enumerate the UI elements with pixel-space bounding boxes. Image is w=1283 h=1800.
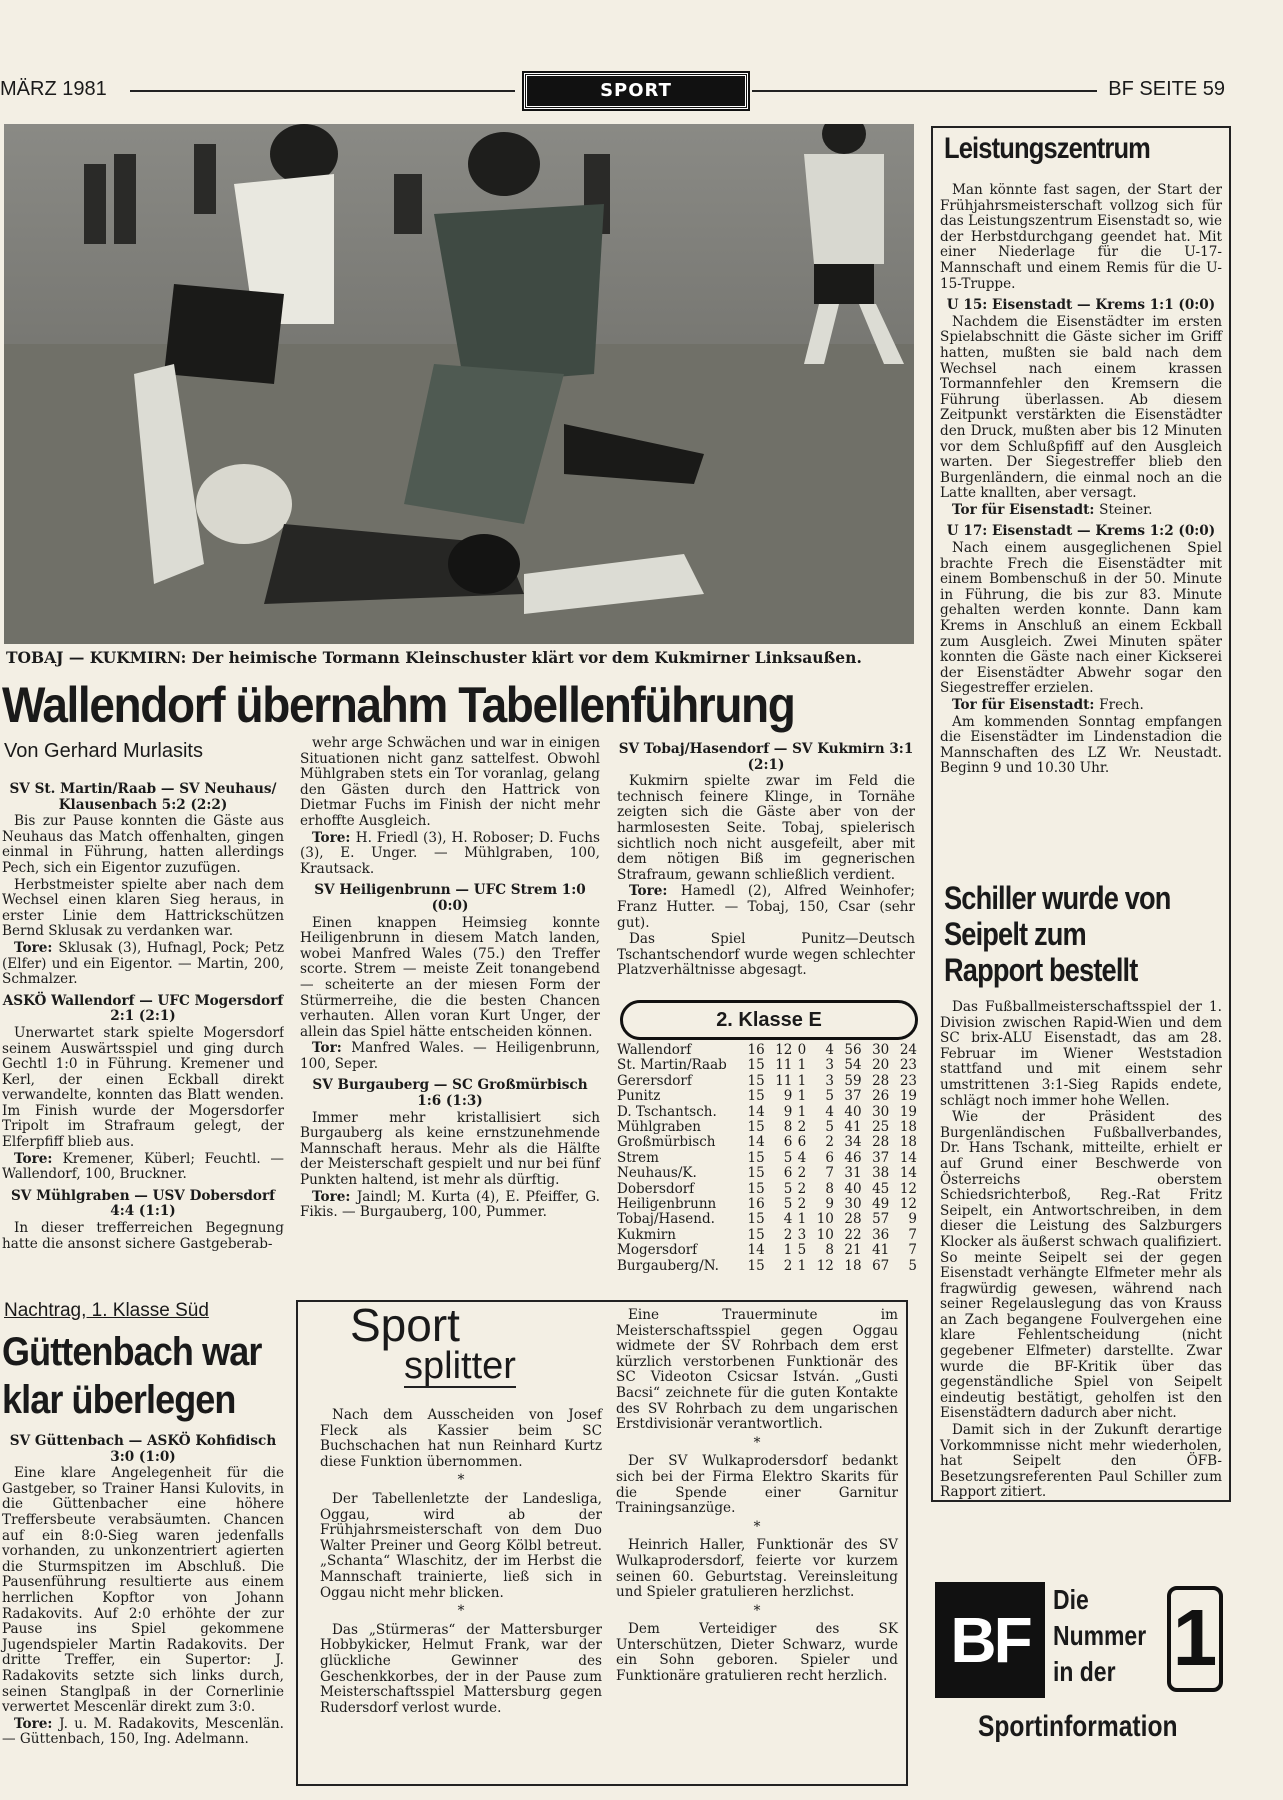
standings-value: 18: [899, 1119, 917, 1136]
standings-value: 45: [872, 1180, 890, 1197]
standings-value: 37: [872, 1149, 890, 1166]
standings-value: 15: [747, 1257, 765, 1274]
splitter-title-top: Sport: [350, 1299, 460, 1351]
standings-value: 22: [844, 1226, 862, 1243]
standings-value: 2: [825, 1134, 834, 1151]
game-result: U 17: Eisenstadt — Krems 1:2 (0:0): [946, 523, 1216, 540]
standings-value: 12: [899, 1180, 917, 1197]
section-label: SPORT: [524, 73, 748, 109]
standings-value: 5: [783, 1149, 793, 1166]
paragraph: Nachdem die Eisenstädter im ersten Spielabschnitt die Gäste sicher im Griff hatten, mußten sie bald nach dem Wechsel nach einem krassen Tormannfehler den Kremsern die Führung überlassen. Ab diesem Zeitpunkt verstärkten die Eisenstädter den Druck, mußten aber bis 12 Minuten vor dem Schlußpfiff auf den Ausgleich warten. Der Siegestreffer blieb den Burgenländern, die einmal noch an die Latte knallten, aber versagt.: [940, 313, 1222, 502]
standings-value: 9: [783, 1103, 793, 1120]
standings-value: 41: [872, 1242, 890, 1259]
team-name: Wallendorf: [617, 1042, 692, 1058]
star-separator: *: [457, 1472, 465, 1489]
page-number: BF SEITE 59: [1108, 78, 1225, 100]
standings-value: 23: [899, 1057, 917, 1074]
standings-value: 2: [783, 1226, 793, 1243]
game-result: SV Tobaj/Hasendorf — SV Kukmirn 3:1 (2:1): [618, 741, 914, 773]
standings-value: 15: [747, 1057, 765, 1074]
standings-row: [617, 1166, 917, 1181]
standings-value: 25: [872, 1119, 890, 1136]
splitter-column-a: [320, 1408, 602, 1717]
standings-value: 19: [899, 1088, 917, 1105]
paragraph: Das „Stürmeras“ der Mattersburger Hobbykicker, Helmut Frank, war der glückliche Gewinner des Geschenkkorbes, der in der Pause zum Meisterschaftsspiel Mattersburg gegen Rudersdorf verlost wurde.: [320, 1621, 602, 1716]
standings-value: 8: [825, 1242, 834, 1259]
splitter-title-bottom: splitter: [404, 1345, 516, 1387]
guettenbach-headline: Güttenbach war klar überlegen: [2, 1330, 262, 1422]
article-column-3: [617, 736, 915, 980]
standings-value: 31: [844, 1165, 862, 1182]
standings-value: 15: [747, 1211, 765, 1228]
team-name: Punitz: [617, 1088, 661, 1105]
header-rule-right: [752, 90, 1097, 92]
standings-value: 0: [797, 1042, 807, 1058]
standings-row: [617, 1228, 917, 1243]
standings-value: 15: [747, 1088, 765, 1105]
team-name: Neuhaus/K.: [617, 1165, 697, 1182]
guettenbach-article: [2, 1428, 284, 1749]
standings-value: 49: [872, 1196, 890, 1213]
standings-value: 7: [908, 1242, 917, 1259]
scorers-label: Tore:: [312, 829, 356, 846]
standings-value: 23: [899, 1072, 917, 1089]
scorers-text: Frech.: [1099, 697, 1144, 713]
standings-value: 15: [747, 1072, 765, 1089]
bf-logo: BF: [935, 1582, 1045, 1698]
scorers-label: Tore:: [14, 939, 59, 956]
game-result: SV Burgauberg — SC Großmürbisch 1:6 (1:3): [312, 1077, 588, 1110]
paragraph: Eine Trauerminute im Meisterschaftsspiel gegen Oggau widmete der SV Rohrbach dem erst kürzlich verstorbenen Funktionär des SC Videoton Csicsar István. „Gusti Bacsi“ zeichnete für die guten Kontakte des SV Rohrbach zu dem ungarischen Erstdivisionär verantwortlich.: [616, 1307, 898, 1433]
game-result: SV St. Martin/Raab — SV Neuhaus/ Klausenbach 5:2 (2:2): [9, 781, 277, 813]
scorers-text: Hamedl (2), Alfred Weinhofer; Franz Hutter. — Tobaj, 150, Csar (sehr gut).: [617, 883, 916, 931]
paragraph: Unerwartet stark spielte Mogersdorf seinem Auswärtsspiel und ging durch Gechtl 1:0 in Führung. Kremener und Kerl, der einen Eckball direkt verwandelte, konnten das Blatt wenden. Im Finish wurde der Mogersdorfer Tripolt im Strafraum gelegt, der Elferpfiff blieb aus.: [2, 1024, 284, 1151]
standings-row: [617, 1058, 917, 1073]
paragraph: In dieser trefferreichen Begegnung hatte die ansonst sichere Gastgeberab-: [2, 1220, 284, 1252]
standings-row: [617, 1135, 917, 1150]
standings-value: 5: [825, 1088, 834, 1105]
standings-value: 12: [775, 1042, 793, 1058]
standings-value: 12: [816, 1257, 834, 1274]
standings-value: 1: [797, 1211, 807, 1228]
standings-value: 36: [872, 1226, 890, 1243]
standings-value: 1: [797, 1088, 807, 1105]
standings-value: 34: [844, 1134, 862, 1151]
scorers-line: [940, 698, 1222, 714]
game-result: ASKÖ Wallendorf — UFC Mogersdorf 2:1 (2:1): [2, 992, 284, 1025]
header-rule-left: [130, 90, 515, 92]
bf-slogan: [1053, 1582, 1146, 1690]
standings-value: 30: [872, 1103, 890, 1120]
standings-value: 12: [899, 1196, 917, 1213]
bf-sportinformation: Sportinformation: [978, 1710, 1178, 1743]
standings-value: 14: [747, 1134, 765, 1151]
star-separator: *: [753, 1602, 761, 1619]
team-name: Heiligenbrunn: [617, 1196, 717, 1213]
team-name: Strem: [617, 1149, 659, 1166]
article-column-2: [300, 736, 600, 1222]
standings-value: 10: [816, 1211, 834, 1228]
standings-value: 4: [783, 1211, 793, 1228]
paragraph: Immer mehr kristallisiert sich Burgauberg als keine ernstzunehmende Mannschaft heraus. Mehr als die Hälfte der Meisterschaft gespielt und nur bei fünf Punkten haltend, ist mehr als dürftig.: [300, 1109, 600, 1189]
standings-value: 3: [825, 1072, 834, 1089]
paragraph: Eine klare Angelegenheit für die Gastgeber, so Trainer Hansi Kulovits, in die Güttenbacher eine höhere Treffersbeute verabsäumten. Chancen auf ein 8:0-Sieg waren jedenfalls vorhanden, zu unkonzentriert agierten die Sturmspitzen im Abschluß. Die Pausenführung resultierte aus einem herrlichen Kopftor von Johann Radakovits. Auf 2:0 erhöhte der zur Pause ins Spiel gekommene Jugendspieler Martin Radakovits. Der dritte Treffer, ein Supertor: J. Radakovits setzte sich links durch, seinen Stanglpaß in der Cornerlinie verwertet Mescenlär direkt zum 3:0.: [2, 1465, 284, 1716]
standings-value: 2: [797, 1196, 807, 1213]
paragraph: Am kommenden Sonntag empfangen die Eisenstädter im Lindenstadion die Mannschaften des LZ Wr. Neustadt. Beginn 9 und 10.30 Uhr.: [940, 713, 1222, 777]
scorers-line: [2, 941, 284, 988]
paragraph: Herbstmeister spielte aber nach dem Wechsel einen klaren Sieg heraus, in erster Linie dem Hattrickschützen Bernd Sklusak zu verdanken war.: [2, 876, 284, 940]
standings-row: [617, 1151, 917, 1166]
standings-value: 11: [775, 1057, 793, 1074]
standings-value: 15: [747, 1165, 765, 1182]
scorers-line: [2, 1717, 284, 1748]
paragraph: Nach dem Ausscheiden von Josef Fleck als Kassier beim SC Buchschachen hat nun Reinhard Kurtz diese Funktion übernommen.: [320, 1407, 602, 1470]
team-name: Gerersdorf: [617, 1072, 692, 1089]
paragraph: Einen knappen Heimsieg konnte Heiligenbrunn in diesem Match landen, wobei Manfred Wales (75.) den Treffer scorte. Strem — meiste Zeit tonangebend — scheiterte an der miesen Form der Stürmerreihe, die die besten Chancen verhauten. Allen voran Kurt Unger, der allein das Spiel hätte entscheiden können.: [300, 914, 600, 1040]
standings-value: 15: [747, 1119, 765, 1136]
standings-value: 46: [844, 1149, 862, 1166]
scorers-label: Tore:: [312, 1188, 357, 1205]
standings-value: 59: [844, 1072, 862, 1089]
team-name: Kukmirn: [617, 1226, 676, 1243]
star-separator: *: [753, 1434, 761, 1451]
scorers-text: Kremener, Küberl; Feuchtl. — Wallendorf, 100, Bruckner.: [2, 1150, 284, 1183]
standings-value: 16: [747, 1042, 765, 1058]
standings-value: 1: [797, 1257, 807, 1274]
game-result: U 15: Eisenstadt — Krems 1:1 (0:0): [946, 297, 1216, 314]
photo-caption: TOBAJ — KUKMIRN: Der heimische Tormann Kleinschuster klärt vor dem Kukmirner Linksaußen.: [6, 648, 862, 667]
issue-date: MÄRZ 1981: [0, 78, 107, 100]
bf-slogan-line1: Die: [1053, 1584, 1089, 1615]
standings-value: 14: [747, 1242, 765, 1259]
standings-value: 19: [899, 1103, 917, 1120]
standings-value: 30: [844, 1196, 862, 1213]
standings-value: 28: [872, 1134, 890, 1151]
standings-row: [617, 1259, 917, 1274]
standings-value: 8: [825, 1180, 834, 1197]
standings-value: 7: [825, 1165, 834, 1182]
main-headline: Wallendorf übernahm Tabellenführung: [2, 677, 795, 733]
game-result: SV Heiligenbrunn — UFC Strem 1:0 (0:0): [314, 882, 586, 914]
match-photo: [4, 124, 914, 644]
standings-value: 14: [899, 1149, 917, 1166]
standings-row: [617, 1089, 917, 1104]
standings-value: 5: [783, 1180, 793, 1197]
standings-value: 30: [872, 1042, 890, 1058]
number-one-badge: 1: [1167, 1586, 1223, 1692]
schiller-headline: Schiller wurde von Seipelt zum Rapport bestellt: [944, 880, 1171, 988]
bf-slogan-line2: Nummer: [1053, 1620, 1147, 1651]
scorers-label: Tore:: [629, 883, 681, 900]
scorers-text: Sklusak (3), Hufnagl, Pock; Petz (Elfer) und ein Eigentor. — Martin, 200, Schmalzer.: [2, 939, 284, 988]
scorers-label: Tor für Eisenstadt:: [952, 697, 1100, 713]
standings-value: 21: [844, 1242, 862, 1259]
scorers-text: Manfred Wales. — Heiligenbrunn, 100, Seper.: [300, 1040, 600, 1072]
scorers-label: Tor:: [312, 1040, 352, 1057]
scorers-text: Steiner.: [1099, 501, 1153, 518]
standings-title: 2. Klasse E: [620, 1000, 918, 1040]
standings-row: [617, 1182, 917, 1197]
standings-value: 1: [797, 1103, 807, 1120]
paragraph: Der SV Wulkaprodersdorf bedankt sich bei der Firma Elektro Skarits für die Spende einer Garnitur Trainingsanzüge.: [616, 1453, 898, 1517]
standings-value: 20: [872, 1057, 890, 1074]
standings-value: 3: [797, 1226, 807, 1243]
scorers-label: Tor für Eisenstadt:: [952, 501, 1100, 518]
scorers-text: Jaindl; M. Kurta (4), E. Pfeiffer, G. Fikis. — Burgauberg, 100, Pummer.: [300, 1188, 600, 1221]
bf-advert: [935, 1582, 1227, 1698]
standings-value: 6: [825, 1149, 834, 1166]
standings-value: 9: [783, 1088, 793, 1105]
article-column-1: [2, 776, 284, 1253]
standings-row: [617, 1212, 917, 1227]
sidebar-title: Leistungszentrum: [944, 132, 1151, 165]
standings-value: 5: [783, 1196, 793, 1213]
paragraph: Nach einem ausgeglichenen Spiel brachte Frech die Eisenstädter mit einem Bombenschuß in der 50. Minute in Führung, die bis zur 83. Minute gehalten werden konnte. Dann kam Krems in Anschluß an einem Eckball zum Ausgleich. Zwei Minuten später konnten die Gäste nach einer Kickserei der Eisenstädter Abwehr sogar den Siegestreffer erzielen.: [940, 540, 1222, 697]
standings-value: 7: [908, 1226, 917, 1243]
schiller-article: [940, 1000, 1222, 1502]
scorers-line: [300, 831, 600, 878]
standings-value: 6: [797, 1134, 807, 1151]
standings-value: 4: [825, 1042, 834, 1058]
paragraph: Wie der Präsident des Burgenländischen Fußballverbandes, Dr. Hans Tschank, mitteilte, erhielt er auf Grund einer Beschwerde von Österreichs oberstem Schiedsrichterboß, Reg.-Rat Fritz Seipelt, ein Antwortschreiben, in dem dieser die Leistung des Salzburgers Klocker als äußerst schwach qualifiziert. So meinte Seipelt sei der gegen Eisenstadt verhängte Elfmeter mehr als fragwürdig gewesen, während nach seiner Regelauslegung das von Krauss an Zach begangene Foulvergehen eine klare Fehlentscheidung (nicht gegebener Elfmeter) darstellte. Zwar wurde die BF-Kritik über das gegenständliche Spiel von Seipelt eindeutig bestätigt, geholfen ist den Eisenstädtern dadurch aber nicht.: [940, 1109, 1222, 1422]
team-name: Dobersdorf: [617, 1180, 695, 1197]
standings-value: 26: [872, 1088, 890, 1105]
standings-value: 6: [783, 1134, 793, 1151]
star-separator: *: [457, 1603, 465, 1620]
standings-value: 5: [908, 1257, 917, 1274]
standings-value: 37: [844, 1088, 862, 1105]
byline: Von Gerhard Murlasits: [4, 740, 203, 762]
standings-row: [617, 1105, 917, 1120]
paragraph: Das Spiel Punitz—Deutsch Tschantschendorf wurde wegen schlechter Platzverhältnisse abgesagt.: [617, 931, 915, 979]
standings-value: 2: [797, 1165, 807, 1182]
standings-value: 2: [783, 1257, 793, 1274]
standings-value: 3: [825, 1057, 834, 1074]
standings-value: 14: [747, 1103, 765, 1120]
scorers-label: Tore:: [14, 1715, 60, 1732]
standings-value: 40: [844, 1180, 862, 1197]
standings-value: 1: [797, 1072, 807, 1089]
standings-value: 2: [797, 1180, 807, 1197]
standings-value: 57: [872, 1211, 890, 1228]
standings-value: 38: [872, 1165, 890, 1182]
standings-value: 15: [747, 1226, 765, 1243]
scorers-line: [617, 884, 915, 931]
standings-value: 41: [844, 1119, 862, 1136]
standings-row: [617, 1120, 917, 1135]
star-separator: *: [753, 1518, 761, 1535]
standings-value: 1: [783, 1242, 793, 1259]
standings-value: 54: [844, 1057, 862, 1074]
standings-value: 15: [747, 1149, 765, 1166]
standings-value: 11: [775, 1072, 793, 1089]
paragraph: Bis zur Pause konnten die Gäste aus Neuhaus das Match offenhalten, gingen einmal in Führung, hatten allerdings Pech, sich ein Eigentor zuzufügen.: [2, 813, 284, 876]
scorers-line: [2, 1152, 284, 1183]
game-result: SV Güttenbach — ASKÖ Kohfidisch 3:0 (1:0): [9, 1433, 277, 1465]
paragraph: Heinrich Haller, Funktionär des SV Wulkaprodersdorf, feierte vor kurzem seinen 60. Geburtstag. Vereinsleitung und Spieler gratulieren herzlichst.: [616, 1537, 898, 1601]
paragraph: Das Fußballmeisterschaftsspiel der 1. Division zwischen Rapid-Wien und dem SC brix-ALU Eisenstadt, das am 28. Februar im Wiener Weststadion stattfand und mit einem sehr umstrittenen 3:1-Sieg Rapids endete, schlägt noch immer hohe Wellen.: [940, 999, 1222, 1109]
standings-value: 56: [844, 1042, 862, 1058]
team-name: Großmürbisch: [617, 1134, 716, 1151]
paragraph: Kukmirn spielte zwar im Feld die technisch feinere Klinge, in Tornähe zeigten sich die Gäste aber von der harmlosesten Seite. Tobaj, spielerisch sichtlich noch nicht ausgefeilt, aber mit dem nötigen Biß im gegnerischen Strafraum, gewann schließlich verdient.: [617, 773, 915, 883]
standings-value: 14: [899, 1165, 917, 1182]
paragraph: Dem Verteidiger des SK Unterschützen, Dieter Schwarz, wurde ein Sohn geboren. Spieler und Funktionäre gratulieren recht herzlich.: [616, 1621, 898, 1685]
standings-value: 28: [844, 1211, 862, 1228]
standings-row: [617, 1243, 917, 1258]
scorers-text: J. u. M. Radakovits, Mescenlän. — Güttenbach, 150, Ing. Adelmann.: [2, 1715, 284, 1748]
standings-value: 40: [844, 1103, 862, 1120]
team-name: Mogersdorf: [617, 1242, 698, 1259]
standings-value: 24: [899, 1042, 917, 1058]
scorers-line: [300, 1190, 600, 1221]
team-name: Burgauberg/N.: [617, 1257, 719, 1274]
standings-value: 15: [747, 1180, 765, 1197]
paragraph: Damit sich in der Zukunft derartige Vorkommnisse nicht mehr wiederholen, hat Seipelt den ÖFB-Besetzungsreferenten Paul Schiller zum Rapport zitiert.: [940, 1422, 1222, 1501]
standings-value: 10: [816, 1226, 834, 1243]
scorers-text: H. Friedl (3), H. Roboser; D. Fuchs (3), E. Unger. — Mühlgraben, 100, Krautsack.: [300, 829, 600, 877]
standings-value: 67: [872, 1257, 890, 1274]
bf-slogan-line3: in der: [1053, 1656, 1116, 1687]
standings-value: 1: [797, 1057, 807, 1074]
standings-value: 2: [797, 1119, 807, 1136]
standings-value: 5: [797, 1242, 807, 1259]
paragraph: Man könnte fast sagen, der Start der Frühjahrsmeisterschaft vollzog sich für das Leistungszentrum Eisenstadt so, wie der Herbstdurchgang geendet hat. Mit einer Niederlage für die U-17-Mannschaft und einem Remis für die U-15-Truppe.: [940, 182, 1222, 292]
standings-value: 4: [825, 1103, 834, 1120]
paragraph: Der Tabellenletzte der Landesliga, Oggau, wird ab der Frühjahrsmeisterschaft von dem Duo Walter Preiner und Georg Kölbl betreut. „Schanta“ Wlaschitz, der im Herbst die Mannschaft trainierte, ließ sich in Oggau nicht mehr blicken.: [320, 1490, 602, 1601]
standings-value: 18: [844, 1257, 862, 1274]
guettenbach-kicker: Nachtrag, 1. Klasse Süd: [4, 1300, 209, 1321]
team-name: Mühlgraben: [617, 1119, 701, 1136]
standings-value: 9: [908, 1211, 917, 1228]
standings-row: [617, 1074, 917, 1089]
standings-value: 28: [872, 1072, 890, 1089]
sidebar-column: [940, 183, 1222, 778]
team-name: Tobaj/Hasend.: [617, 1211, 715, 1228]
scorers-label: Tore:: [14, 1150, 63, 1167]
paragraph: wehr arge Schwächen und war in einigen Situationen nicht ganz sattelfest. Obwohl Mühlgraben stets ein Tor voranlag, gelang den Gästen durch den Hattrick von Dietmar Fuchs im Finish der nicht mehr erhoffte Ausgleich.: [300, 735, 600, 829]
standings-value: 9: [825, 1196, 834, 1213]
splitter-column-b: [616, 1308, 898, 1686]
standings-value: 16: [747, 1196, 765, 1213]
scorers-line: [940, 503, 1222, 519]
team-name: St. Martin/Raab: [617, 1057, 727, 1074]
standings-table: [617, 1043, 917, 1274]
game-result: SV Mühlgraben — USV Dobersdorf 4:4 (1:1): [10, 1187, 275, 1220]
team-name: D. Tschantsch.: [617, 1103, 717, 1120]
standings-value: 4: [797, 1149, 807, 1166]
standings-value: 5: [825, 1119, 834, 1136]
standings-value: 18: [899, 1134, 917, 1151]
standings-row: [617, 1043, 917, 1058]
scorers-line: [300, 1041, 600, 1072]
standings-value: 6: [783, 1165, 793, 1182]
standings-row: [617, 1197, 917, 1212]
standings-value: 8: [783, 1119, 793, 1136]
